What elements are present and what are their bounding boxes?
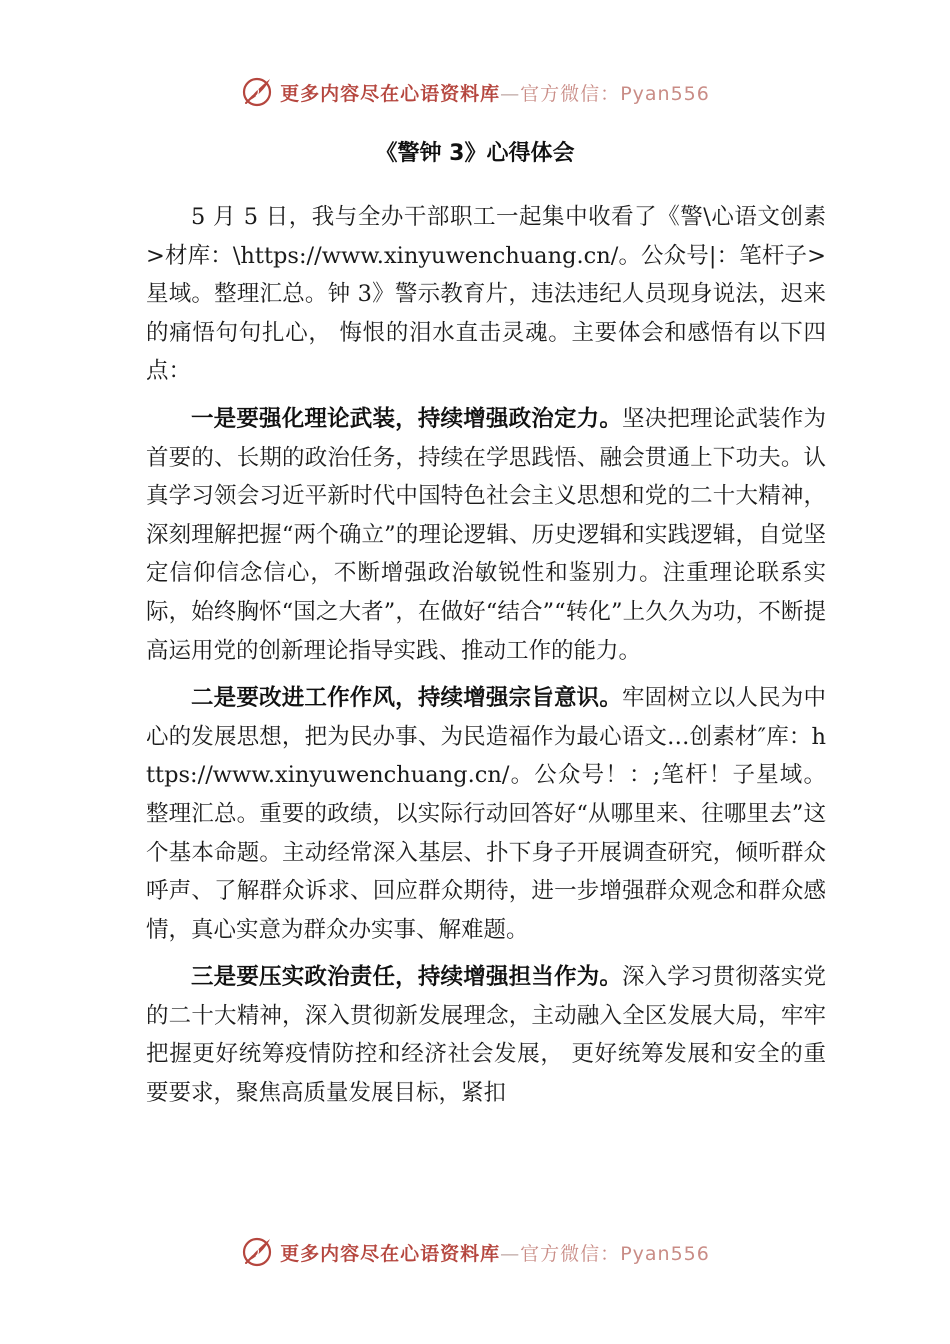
banner-separator: — — [500, 82, 521, 105]
banner-text — [280, 1239, 710, 1266]
quill-seal-logo-icon — [240, 1235, 274, 1269]
banner-separator: — — [500, 1242, 521, 1265]
footer-watermark-banner — [0, 1230, 950, 1274]
header-watermark-banner — [0, 70, 950, 114]
paragraph-point-2 — [146, 679, 826, 949]
paragraph-text: 坚决把理论武装作为首要的、长期的政治任务，持续在学思践悟、融会贯通上下功夫。认真学习领会习近平新时代中国特色社会主义思想和党的二十大精神，深刻理解把握“两个确立”的理论逻辑、历史逻辑和实践逻辑，自觉坚定信仰信念信心，不断增强政治敏锐性和鉴别力。注重理论联系实际，始终胸怀“国之大者”，在做好“结合”“转化”上久久为功，不断提高运用党的创新理论指导实践、推动工作的能力。 — [146, 405, 826, 664]
paragraph-point-1 — [146, 400, 826, 670]
paragraph-lead: 三是要压实政治责任，持续增强担当作为。 — [191, 964, 622, 991]
document-title: 《警钟 3》心得体会 — [375, 141, 575, 166]
banner-wechat-id: Pyan556 — [620, 82, 710, 105]
paragraph-lead: 一是要强化理论武装，持续增强政治定力。 — [191, 405, 622, 432]
banner-main-text: 更多内容尽在心语资料库 — [280, 82, 501, 105]
banner-text — [280, 79, 710, 106]
paragraph-text: 牢固树立以人民为中心的发展思想，把为民办事、为民造福作为最心语文…创素材″库：https://www.xinyuwenchuang.cn/。公众号！：;笔杆！子星域。整理汇总。重要的政绩，以实际行动回答好“从哪里来、往哪里去”这个基本命题。主动经常深入基层、扑下身子开展调查研究，倾听群众呼声、了解群众诉求、回应群众期待，进一步增强群众观念和群众感情，真心实意为群众办实事、解难题。 — [146, 685, 826, 943]
paragraph-lead: 二是要改进工作作风，持续增强宗旨意识。 — [191, 685, 622, 712]
paragraph-intro — [146, 198, 826, 391]
banner-main-text: 更多内容尽在心语资料库 — [280, 1242, 501, 1265]
banner-wechat-label: 官方微信： — [520, 82, 621, 105]
paragraph-text: 深入学习贯彻落实党的二十大精神，深入贯彻新发展理念，主动融入全区发展大局，牢牢把握更好统筹疫情防控和经济社会发展， 更好统筹发展和安全的重要要求，聚焦高质量发展目标，紧扣 — [146, 964, 826, 1107]
banner-wechat-id: Pyan556 — [620, 1242, 710, 1265]
banner-wechat-label: 官方微信： — [520, 1242, 621, 1265]
paragraph-point-3 — [146, 958, 826, 1112]
paragraph-text: 5 月 5 日，我与全办干部职工一起集中收看了《警\心语文创素>材库：\https://www.xinyuwenchuang.cn/。公众号|：笔杆子>星域。整理汇总。钟 3》警示教育片，违法违纪人员现身说法，迟来的痛悟句句扎心， 悔恨的泪水直击灵魂。主要体会和感悟有以下四点： — [146, 204, 826, 385]
document-body — [146, 198, 826, 1113]
quill-seal-logo-icon — [240, 75, 274, 109]
